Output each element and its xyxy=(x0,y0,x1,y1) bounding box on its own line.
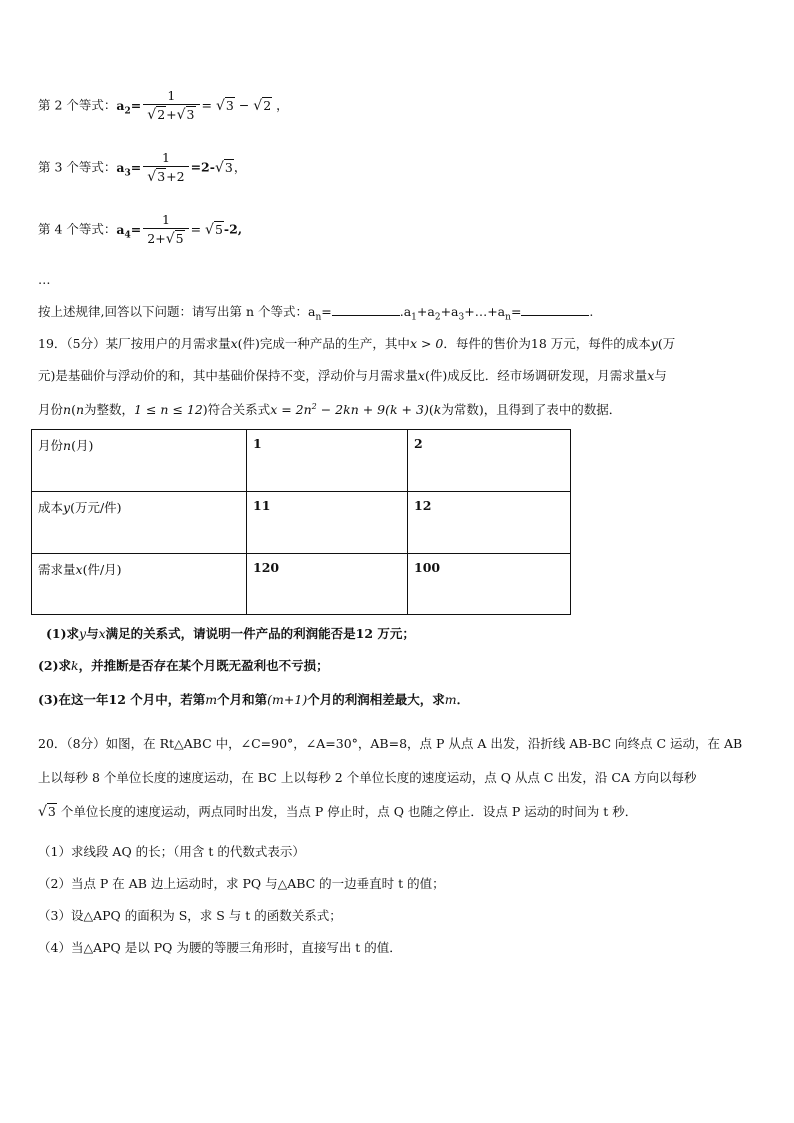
sequence-question: 按上述规律,回答以下问题：请写出第 n 个等式：$a_n=$ $.a_1+a_2+a_3+\dots+a_n=$ . xyxy=(38,304,594,323)
answer-blank[interactable] xyxy=(332,303,400,316)
q20-part-1: （1）求线段 AQ 的长；（用含 t 的代数式表示） xyxy=(38,844,305,859)
q20-line-3: √3 个单位长度的速度运动，两点同时出发，当点 P 停止时，点 Q 也随之停止．设点 P 运动的时间为 t 秒． xyxy=(38,804,638,820)
q19-line-1: 19．（5分）某厂按用户的月需求量x(件)完成一种产品的生产，其中x > 0．每件的售价为18 万元，每件的成本y(万 xyxy=(38,336,676,351)
q19-line-2: 元)是基础价与浮动价的和，其中基础价保持不变，浮动价与月需求量x(件)成反比．经市场调研发现，月需求量x与 xyxy=(38,368,667,383)
data-table xyxy=(31,429,571,615)
q20-line-2: 上以每秒 8 个单位长度的速度运动，在 BC 上以每秒 2 个单位长度的速度运动，点 Q 从点 C 出发，沿 CA 方向以每秒 xyxy=(38,770,697,785)
q20-part-3: （3）设△APQ 的面积为 S，求 S 与 t 的函数关系式； xyxy=(38,908,342,923)
q20-part-4: （4）当△APQ 是以 PQ 为腰的等腰三角形时，直接写出 t 的值． xyxy=(38,940,402,955)
equation-4: 第 4 个等式：$a_4=$ $\frac{1}{2+√5}$ = √5-2, xyxy=(38,212,243,247)
equation-3: 第 3 个等式：$a_3=$ $\frac{1}{√3+2}$ =2-√3， xyxy=(38,150,247,185)
q19-sub-3: (3)在这一年12 个月中，若第m个月和第(m+1)个月的利润相差最大，求m． xyxy=(38,692,470,707)
q20-part-2: （2）当点 P 在 AB 边上运动时，求 PQ 与△ABC 的一边垂直时 t 的值； xyxy=(38,876,445,891)
table-row: 需求量x(件/月) 120 100 xyxy=(32,554,571,615)
fraction: $\frac{1}{2+√5}$ xyxy=(143,212,188,248)
ellipsis: … xyxy=(38,272,51,287)
fraction: $\frac{1}{√3+2}$ xyxy=(143,150,188,186)
table-row: 月份n(月) 1 2 xyxy=(32,430,571,492)
table-row: 成本y(万元/件) 11 12 xyxy=(32,492,571,554)
q20-line-1: 20．（8分）如图，在 Rt△ABC 中，∠C=90°，∠A=30°，AB=8，点 P 从点 A 出发，沿折线 AB-BC 向终点 C 运动，在 AB xyxy=(38,736,743,751)
answer-blank[interactable] xyxy=(521,303,589,316)
fraction: $\frac{1}{√2+√3}$ xyxy=(143,88,199,124)
q19-sub-1: (1)求y与x满足的关系式，请说明一件产品的利润能否是12 万元； xyxy=(46,626,415,641)
q19-line-3: 月份n(n为整数，1 ≤ n ≤ 12)符合关系式$x = 2n^2 - 2kn + 9(k + 3)(k$为常数)，且得到了表中的数据． xyxy=(38,401,622,417)
equation-2: 第 2 个等式：$a_2=$ $\frac{1}{√2+√3}$ = √3 − √2 ， xyxy=(38,88,289,123)
q19-sub-2: (2)求k，并推断是否存在某个月既无盈利也不亏损； xyxy=(38,658,329,673)
